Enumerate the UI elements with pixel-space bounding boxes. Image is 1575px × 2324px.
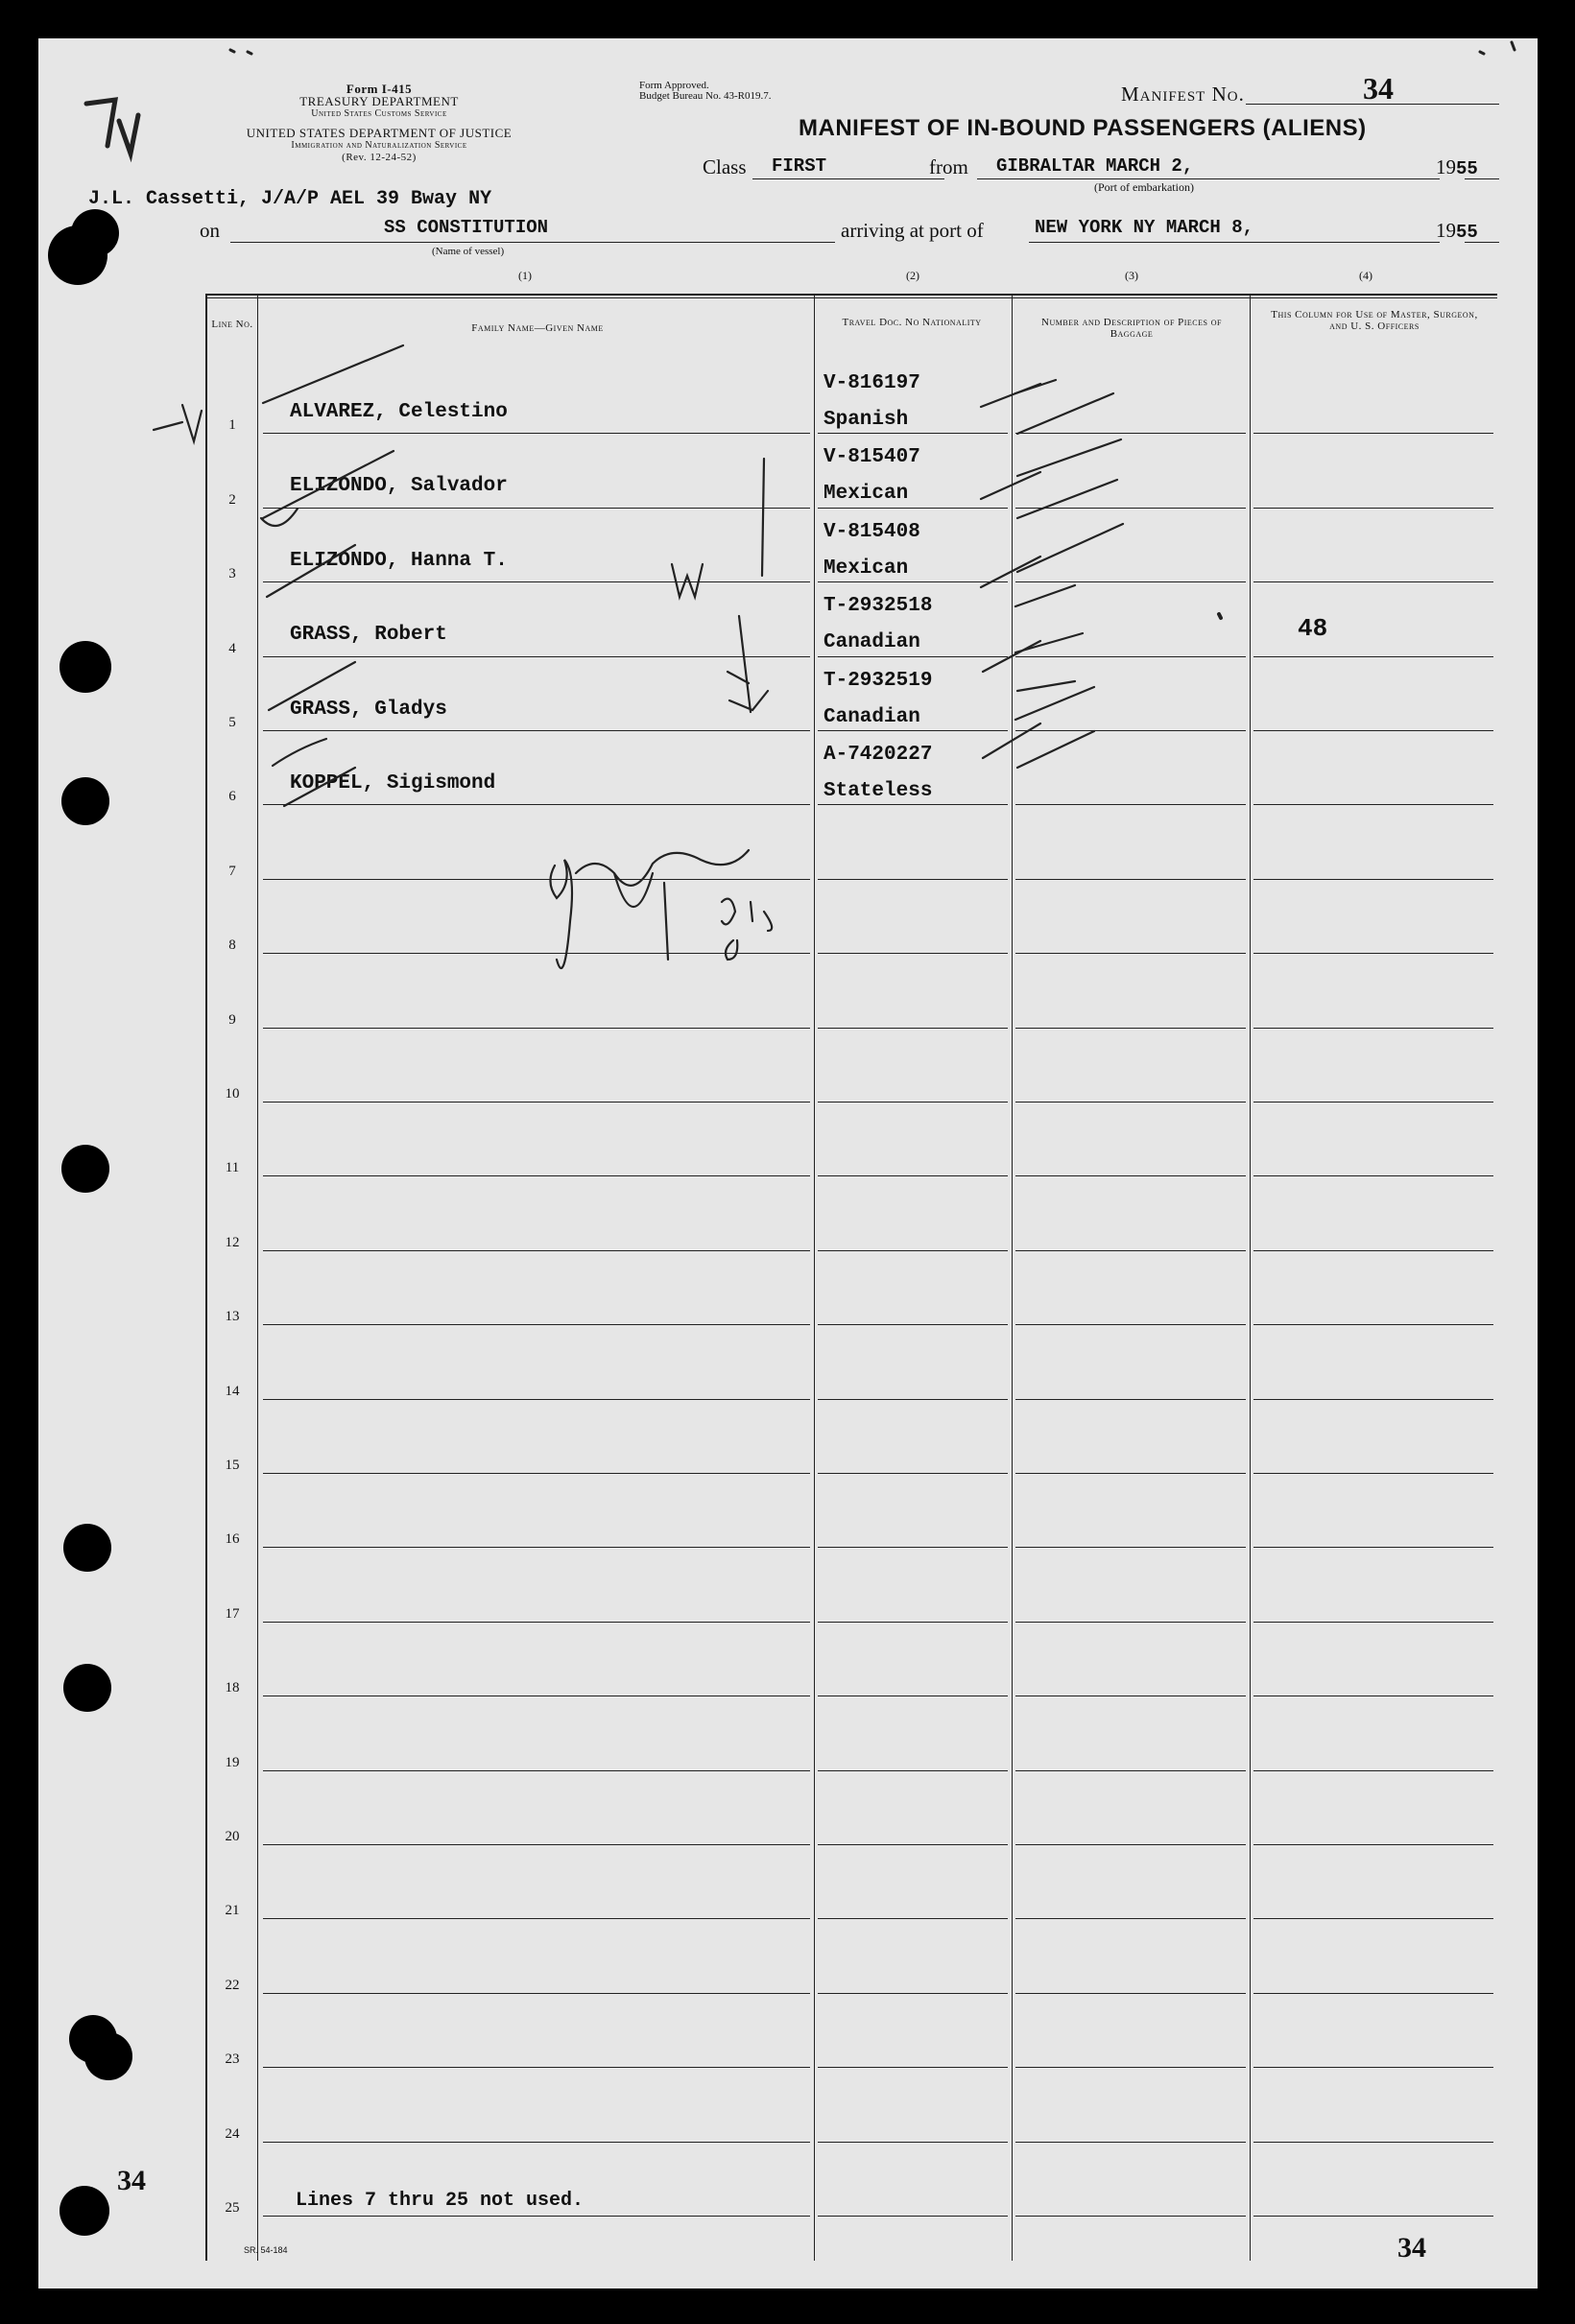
line-no-header: Line No. — [211, 319, 253, 330]
manifest-page — [38, 38, 1538, 2288]
travel-doc-number: T-2932519 — [823, 669, 933, 692]
from-value: GIBRALTAR MARCH 2, — [996, 155, 1194, 177]
passenger-name: ALVAREZ, Celestino — [290, 401, 508, 423]
form-number: Form I-415 TREASURY DEPARTMENT United States Customs Service — [299, 82, 459, 119]
travel-doc-number: A-7420227 — [823, 744, 933, 766]
line-number: 23 — [225, 2051, 240, 2068]
line-number: 7 — [228, 863, 236, 879]
line-number: 12 — [225, 1234, 240, 1250]
passenger-name: KOPPEL, Sigismond — [290, 772, 496, 794]
line-number: 10 — [225, 1086, 240, 1102]
nationality: Mexican — [823, 557, 909, 580]
form-code: SR. 54-184 — [244, 2245, 288, 2255]
line-number: 15 — [225, 1458, 240, 1473]
nationality: Mexican — [823, 483, 909, 506]
arrival-year: 1955 — [1436, 219, 1478, 243]
passenger-name: GRASS, Robert — [290, 624, 447, 647]
line-number: 24 — [225, 2125, 240, 2142]
manifest-no-label: Manifest No. — [1121, 83, 1245, 106]
line-number: 25 — [225, 2200, 240, 2216]
passenger-name: GRASS, Gladys — [290, 698, 447, 721]
col-3-number: (3) — [1125, 269, 1138, 282]
justice-block: UNITED STATES DEPARTMENT OF JUSTICE Immigration and Naturalization Service (Rev. 12-24-52) — [246, 126, 513, 163]
class-label: Class — [703, 155, 747, 178]
name-header: Family Name—Given Name — [471, 322, 604, 334]
line-number: 21 — [225, 1903, 240, 1919]
nationality: Canadian — [823, 705, 920, 728]
nationality: Stateless — [823, 780, 933, 802]
vessel-name: SS CONSTITUTION — [384, 217, 549, 238]
port-embark-caption: (Port of embarkation) — [1094, 180, 1194, 194]
line-number: 14 — [225, 1383, 240, 1399]
line-number: 16 — [225, 1531, 240, 1548]
passenger-name: ELIZONDO, Salvador — [290, 475, 508, 498]
line-number: 1 — [228, 417, 236, 434]
line-number: 11 — [225, 1160, 240, 1176]
agent-line: J.L. Cassetti, J/A/P AEL 39 Bway NY — [88, 188, 492, 210]
class-value: FIRST — [772, 155, 827, 177]
page-number: 34 — [1397, 2232, 1426, 2264]
arrival-port: NEW YORK NY MARCH 8, — [1035, 217, 1254, 238]
officers-header: This Column for Use of Master, Surgeon, and U. S. Officers — [1271, 309, 1478, 332]
line-number: 19 — [225, 1754, 240, 1770]
line-number: 5 — [228, 715, 236, 730]
line-number: 22 — [225, 1977, 240, 1993]
form-approved: Form Approved. Budget Bureau No. 43-R019.7. — [639, 80, 772, 102]
handwritten-marks — [38, 38, 1538, 2288]
line-number: 13 — [225, 1309, 240, 1325]
line-number: 2 — [228, 491, 236, 508]
line-number: 20 — [225, 1829, 240, 1844]
travel-doc-number: T-2932518 — [823, 595, 933, 618]
arriving-label: arriving at port of — [841, 219, 984, 242]
page-title: MANIFEST OF IN-BOUND PASSENGERS (ALIENS) — [799, 115, 1367, 141]
line-number: 18 — [225, 1680, 240, 1696]
col-2-number: (2) — [906, 269, 919, 282]
manifest-number: 34 — [1363, 71, 1394, 106]
nationality: Canadian — [823, 631, 920, 654]
baggage-header: Number and Description of Pieces of Baggage — [1041, 317, 1222, 340]
unused-lines-note: Lines 7 thru 25 not used. — [296, 2190, 585, 2212]
line-number: 3 — [228, 566, 236, 582]
line-number: 6 — [228, 789, 236, 805]
nationality: Spanish — [823, 409, 909, 431]
col-1-number: (1) — [518, 269, 532, 282]
from-label: from — [929, 155, 968, 178]
line-number: 4 — [228, 640, 236, 656]
travel-doc-number: V-815408 — [823, 520, 920, 543]
passenger-name: ELIZONDO, Hanna T. — [290, 549, 508, 572]
col-4-number: (4) — [1359, 269, 1372, 282]
year-prefix: 1955 — [1436, 155, 1478, 179]
line-number: 9 — [228, 1011, 236, 1028]
line-number: 8 — [228, 937, 236, 954]
travel-doc-number: V-815407 — [823, 446, 920, 469]
vessel-caption: (Name of vessel) — [432, 246, 505, 257]
margin-page-number: 34 — [117, 2165, 146, 2196]
line-number: 17 — [225, 1605, 240, 1622]
on-label: on — [200, 219, 220, 242]
travel-doc-header: Travel Doc. No Nationality — [842, 317, 982, 328]
travel-doc-number: V-816197 — [823, 372, 920, 394]
officer-note: 48 — [1298, 614, 1328, 644]
